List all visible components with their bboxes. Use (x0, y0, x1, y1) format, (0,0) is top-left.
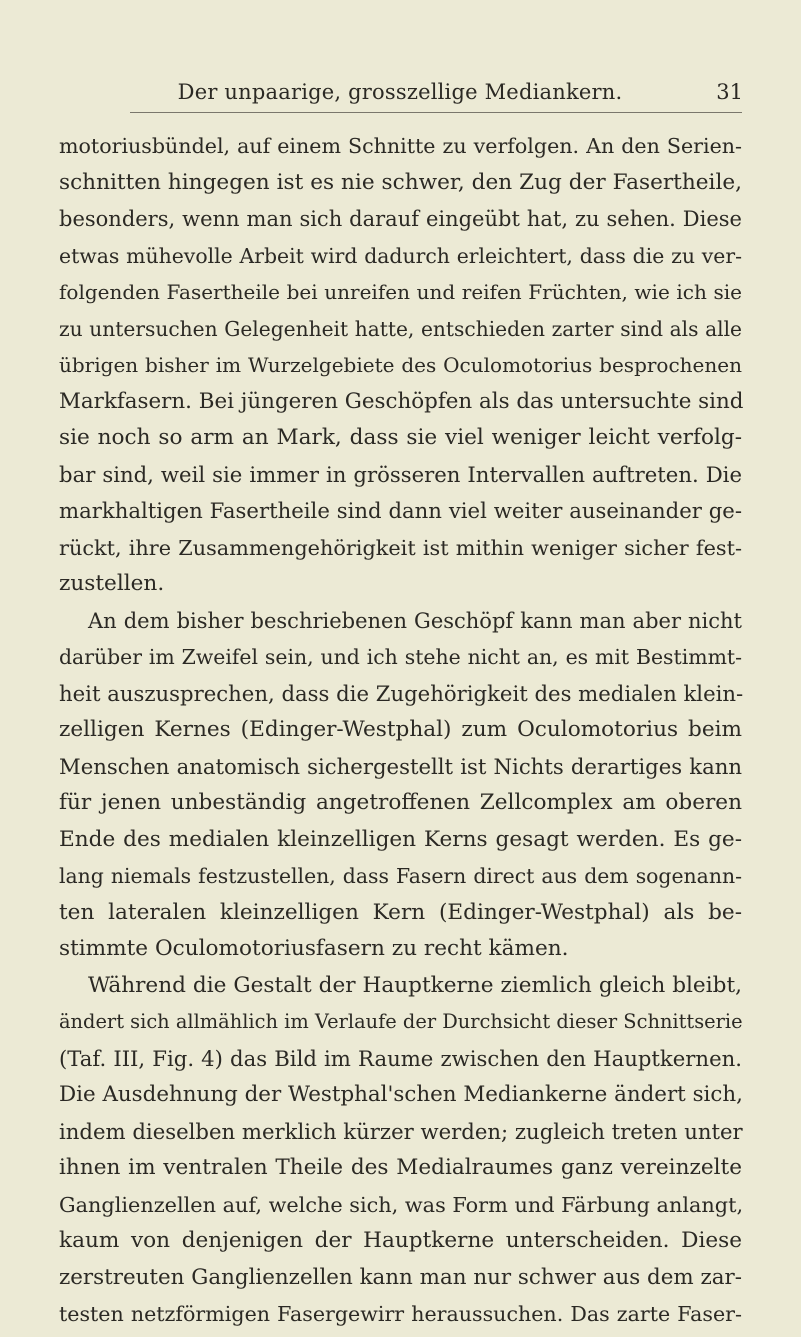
text-line: ihnen im ventralen Theile des Medialraumes ganz vereinzelte (59, 1155, 742, 1180)
text-line: testen netzförmigen Fasergewirr heraussuchen. Das zarte Faser- (59, 1302, 742, 1326)
text-line: (Taf. III, Fig. 4) das Bild im Raume zwischen den Hauptkernen. (59, 1045, 742, 1071)
running-title: Der unpaarige, grosszellige Mediankern. (177, 80, 623, 104)
text-line: lang niemals festzustellen, dass Fasern direct aus dem sogenann- (59, 864, 742, 888)
text-line: Ende des medialen kleinzelligen Kerns gesagt werden. Es ge- (59, 826, 742, 852)
text-line: rückt, ihre Zusammengehörigkeit ist mithin weniger sicher fest- (59, 535, 742, 560)
text-line: ändert sich allmählich im Verlaufe der Durchsicht dieser Schnittserie (59, 1010, 743, 1033)
text-line: darüber im Zweifel sein, und ich stehe nicht an, es mit Bestimmt- (59, 645, 742, 669)
text-line: folgenden Fasertheile bei unreifen und reifen Früchten, wie ich sie (59, 280, 742, 304)
text-line: Markfasern. Bei jüngeren Geschöpfen als das untersuchte sind (59, 388, 744, 414)
text-line: kaum von denjenigen der Hauptkerne unterscheiden. Diese (59, 1228, 742, 1253)
text-line: Ganglienzellen auf, welche sich, was Form und Färbung anlangt, (59, 1192, 744, 1217)
text-line: etwas mühevolle Arbeit wird dadurch erleichtert, dass die zu ver- (59, 243, 742, 268)
text-line: zu untersuchen Gelegenheit hatte, entschieden zarter sind als alle (59, 316, 742, 341)
text-line: heit auszusprechen, dass die Zugehörigkeit des medialen klein- (59, 680, 744, 706)
running-head (60, 80, 743, 110)
body-text (59, 128, 742, 1333)
text-line: Die Ausdehnung der Westphal'schen Mediankerne ändert sich, (59, 1082, 743, 1107)
paragraph-start-line: Während die Gestalt der Hauptkerne ziemlich gleich bleibt, (88, 972, 742, 998)
text-line: besonders, wenn man sich darauf eingeübt hat, zu sehen. Diese (59, 207, 742, 231)
paragraph-end-line: zustellen. (59, 571, 165, 596)
text-line: Menschen anatomisch sichergestellt ist Nichts derartiges kann (59, 753, 742, 779)
text-line: ten lateralen kleinzelligen Kern (Edinger-Westphal) als be- (59, 899, 742, 925)
text-line: zelligen Kernes (Edinger-Westphal) zum Oculomotorius beim (59, 717, 742, 742)
header-rule (130, 112, 742, 113)
text-line: markhaltigen Fasertheile sind dann viel weiter auseinander ge- (59, 498, 742, 523)
text-line: für jenen unbeständig angetroffenen Zellcomplex am oberen (59, 790, 742, 815)
text-line: sie noch so arm an Mark, dass sie viel weniger leicht verfolg- (59, 425, 742, 450)
text-line: zerstreuten Ganglienzellen kann man nur schwer aus dem zar- (59, 1264, 742, 1290)
paragraph-end-line: stimmte Oculomotoriusfasern zu recht kämen. (59, 936, 569, 961)
text-line: motoriusbündel, auf einem Schnitte zu verfolgen. An den Serien- (59, 134, 742, 158)
page-number: 31 (716, 80, 743, 104)
text-line: übrigen bisher im Wurzelgebiete des Oculomotorius besprochenen (59, 353, 742, 377)
text-line: schnitten hingegen ist es nie schwer, den Zug der Fasertheile, (59, 169, 742, 195)
text-line: indem dieselben merklich kürzer werden; zugleich treten unter (59, 1118, 743, 1144)
text-line: bar sind, weil sie immer in grösseren Intervallen auftreten. Die (59, 461, 742, 487)
paragraph-start-line: An dem bisher beschriebenen Geschöpf kann man aber nicht (88, 608, 742, 633)
